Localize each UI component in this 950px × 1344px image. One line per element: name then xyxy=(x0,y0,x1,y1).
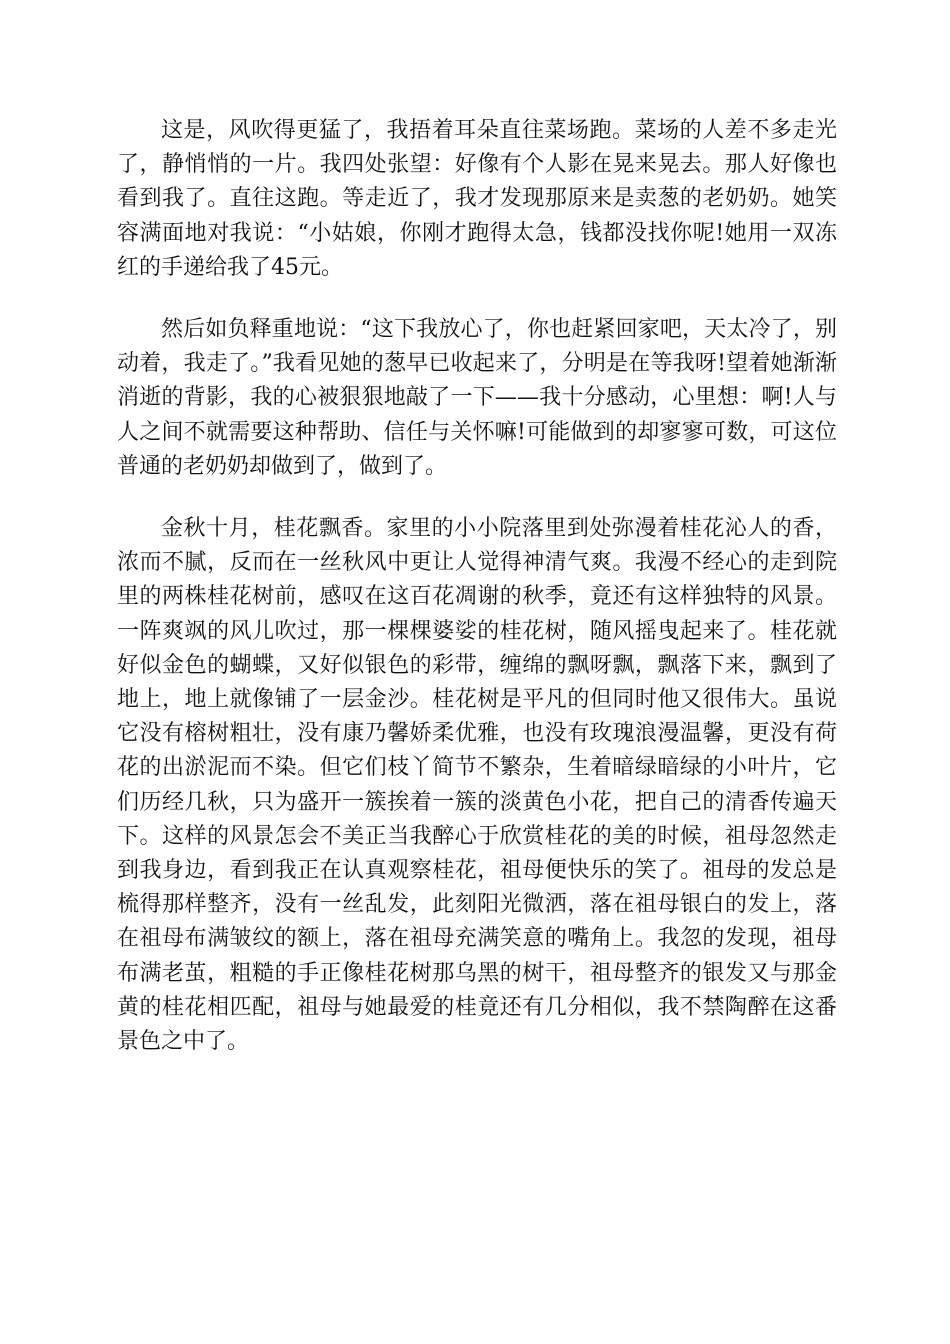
paragraph-3: 金秋十月，桂花飘香。家里的小小院落里到处弥漫着桂花沁人的香，浓而不腻，反而在一丝秋风中更让人觉得神清气爽。我漫不经心的走到院里的两株桂花树前，感叹在这百花凋谢的秋季，竟还有这样独特的风景。一阵爽飒的风儿吹过，那一棵棵婆娑的桂花树，随风摇曳起来了。桂花就好似金色的蝴蝶，又好似银色的彩带，缠绵的飘呀飘，飘落下来，飘到了地上，地上就像铺了一层金沙。桂花树是平凡的但同时他又很伟大。虽说它没有榕树粗壮，没有康乃馨娇柔优雅，也没有玫瑰浪漫温馨，更没有荷花的出淤泥而不染。但它们枝丫简节不繁杂，生着暗绿暗绿的小叶片，它们历经几秋，只为盛开一簇挨着一簇的淡黄色小花，把自己的清香传遍天下。这样的风景怎会不美正当我醉心于欣赏桂花的美的时候，祖母忽然走到我身边，看到我正在认真观察桂花，祖母便快乐的笑了。祖母的发总是梳得那样整齐，没有一丝乱发，此刻阳光微洒，落在祖母银白的发上，落在祖母布满皱纹的额上，落在祖母充满笑意的嘴角上。我忽的发现，祖母布满老茧，粗糙的手正像桂花树那乌黑的树干，祖母整齐的银发又与那金黄的桂花相匹配，祖母与她最爱的桂竟还有几分相似，我不禁陶醉在这番景色之中了。 xyxy=(117,516,837,1055)
paragraph-2: 然后如负释重地说：“这下我放心了，你也赶紧回家吧，天太冷了，别动着，我走了。”我看见她的葱早已收起来了，分明是在等我呀!望着她渐渐消逝的背影，我的心被狠狠地敲了一下——我十分感动，心里想：啊!人与人之间不就需要这种帮助、信任与关怀嘛!可能做到的却寥寥可数，可这位普通的老奶奶却做到了，做到了。 xyxy=(117,317,837,479)
document-body xyxy=(117,114,837,1059)
paragraph-1: 这是，风吹得更猛了，我捂着耳朵直往菜场跑。菜场的人差不多走光了，静悄悄的一片。我四处张望：好像有个人影在晃来晃去。那人好像也看到我了。直往这跑。等走近了，我才发现那原来是卖葱的老奶奶。她笑容满面地对我说：“小姑娘，你刚才跑得太急，钱都没找你呢!她用一双冻红的手递给我了45元。 xyxy=(117,118,837,280)
